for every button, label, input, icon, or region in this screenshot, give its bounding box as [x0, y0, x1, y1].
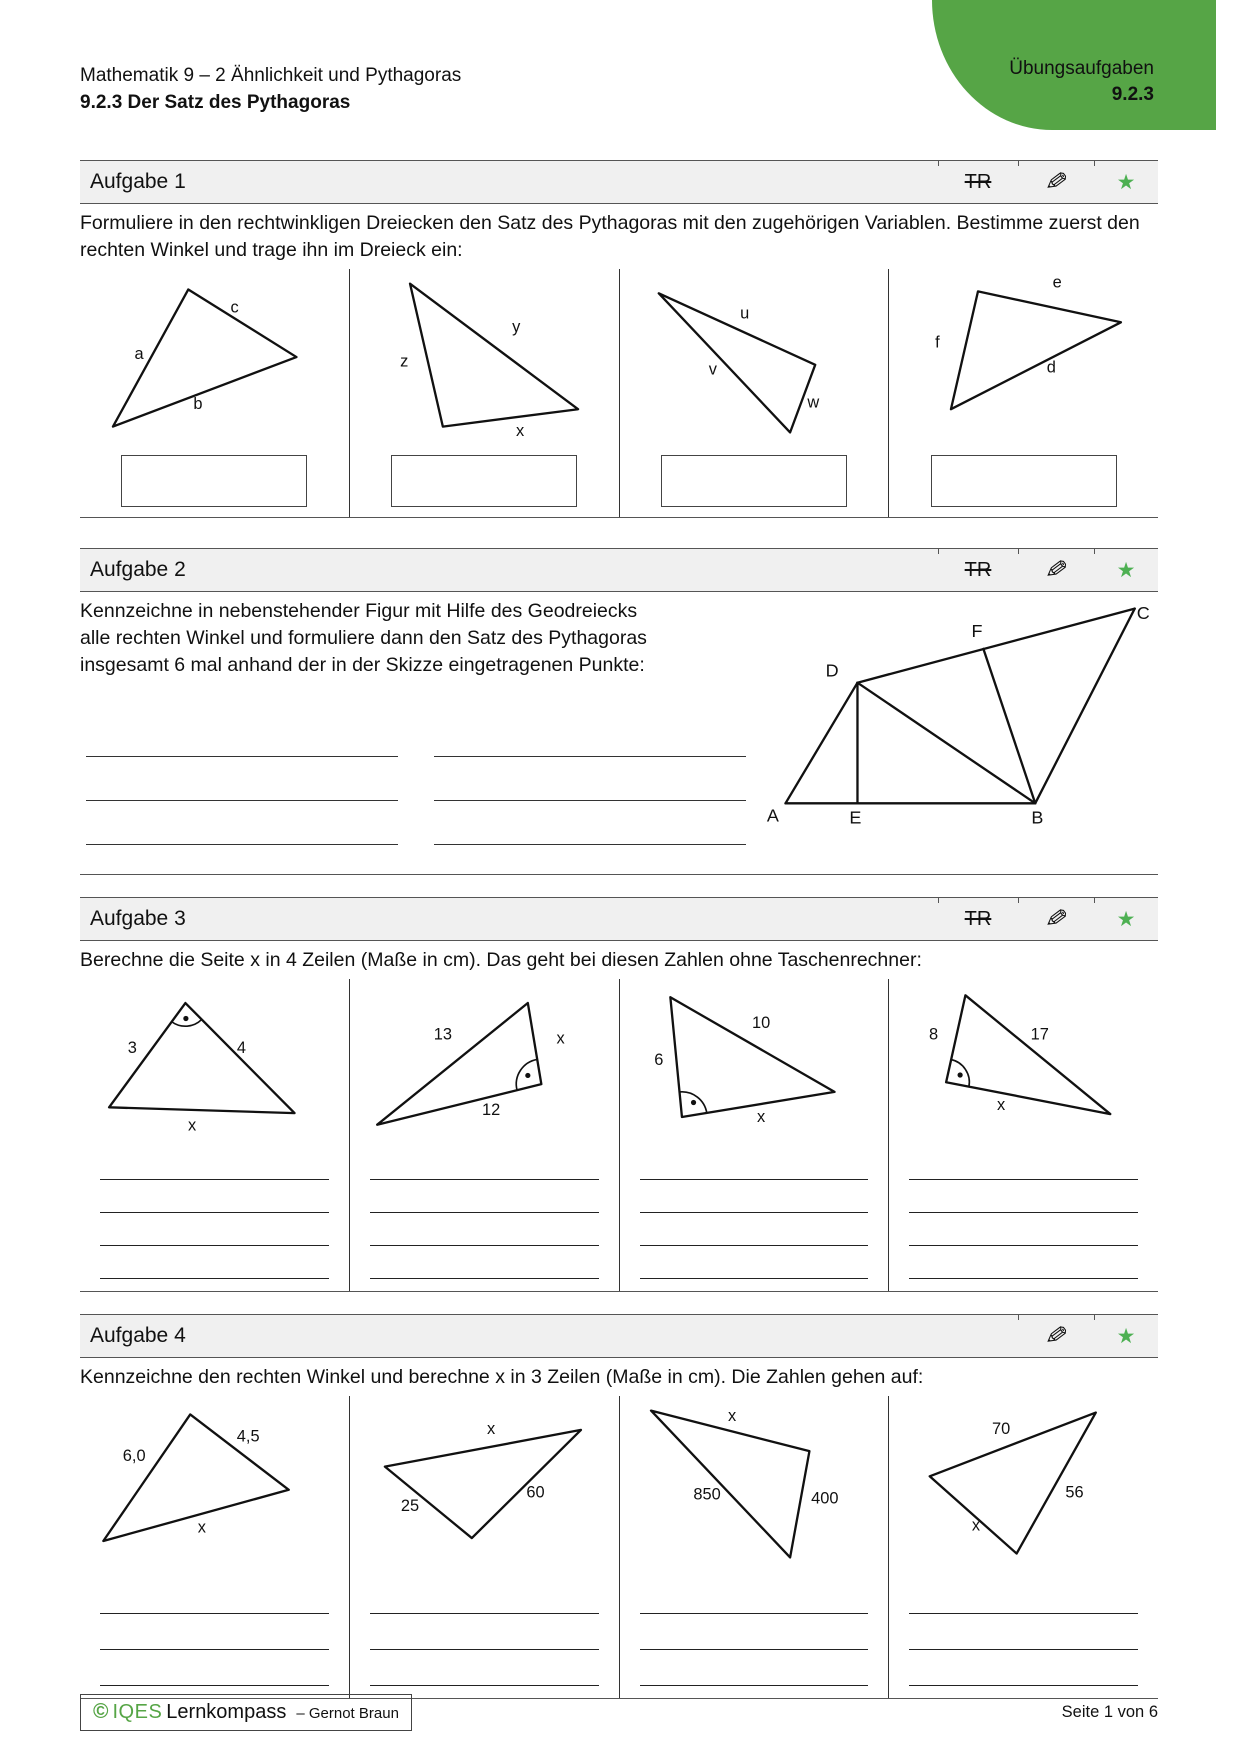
right-angle-dot [525, 1073, 530, 1078]
answer-line[interactable] [370, 1650, 599, 1686]
pencil-icon: ✎ [1018, 549, 1094, 591]
right-angle-dot [183, 1016, 188, 1021]
triangle-figure-13-12-x [354, 981, 615, 1139]
answer-box[interactable] [931, 455, 1117, 507]
triangle-figure-6-10-x [624, 981, 885, 1139]
exercise-badge [932, 0, 1216, 130]
task4-panel-1 [80, 1396, 349, 1698]
task3-instructions: Berechne die Seite x in 4 Zeilen (Maße in cm). Das geht bei diesen Zahlen ohne Taschenrechner: [80, 949, 922, 971]
answer-line[interactable] [434, 801, 746, 845]
side-label: 400 [810, 1489, 839, 1508]
answer-line[interactable] [100, 1614, 329, 1650]
answer-line[interactable] [640, 1614, 869, 1650]
task4-header-bar [80, 1314, 1158, 1358]
answer-line[interactable] [909, 1650, 1138, 1686]
task3-title: Aufgabe 3 [90, 907, 186, 930]
task3-panel-3 [619, 979, 889, 1291]
pencil-icon: ✎ [1018, 898, 1094, 940]
page-footer [80, 1694, 1158, 1731]
side-label: d [1047, 358, 1057, 377]
answer-line[interactable] [640, 1180, 869, 1213]
side-label: x [727, 1407, 736, 1426]
side-label: a [134, 345, 144, 363]
answer-line[interactable] [434, 757, 746, 801]
side-label: x [756, 1107, 765, 1126]
answer-line[interactable] [370, 1578, 599, 1614]
answer-line[interactable] [909, 1246, 1138, 1279]
side-label: 60 [526, 1483, 545, 1502]
points-figure [758, 602, 1158, 829]
answer-line[interactable] [370, 1246, 599, 1279]
task4-instructions: Kennzeichne den rechten Winkel und berechne x in 3 Zeilen (Maße in cm). Die Zahlen gehen auf: [80, 1366, 924, 1388]
side-label: 4,5 [236, 1427, 260, 1446]
side-label: 70 [992, 1419, 1011, 1438]
side-label: 25 [400, 1497, 419, 1516]
answer-box[interactable] [661, 455, 847, 507]
triangle-outline [946, 995, 1110, 1114]
triangle-figure-70-56-x [893, 1398, 1154, 1570]
task2-answer-area [86, 713, 746, 845]
answer-column [434, 713, 746, 845]
triangle-figure-uvw [624, 271, 885, 447]
side-label: 56 [1065, 1483, 1084, 1502]
side-label: y [511, 317, 521, 336]
brand-lernkompass: Lernkompass [166, 1701, 287, 1723]
task3-header-bar [80, 897, 1158, 941]
right-angle-dot [958, 1072, 963, 1077]
answer-line[interactable] [86, 713, 398, 757]
triangle-outline [109, 1003, 294, 1113]
task-section-1 [80, 160, 1158, 518]
task4-panel-4 [888, 1396, 1158, 1698]
point-label: F [971, 621, 983, 642]
task-section-4 [80, 1314, 1158, 1699]
topic-line: 9.2.3 Der Satz des Pythagoras [80, 92, 351, 113]
answer-line[interactable] [909, 1180, 1138, 1213]
answer-line[interactable] [100, 1578, 329, 1614]
task1-instructions: Formuliere in den rechtwinkligen Dreiecken den Satz des Pythagoras mit den zugehörigen Variablen. Bestimme zuerst den rechten Winkel und trage ihn im Dreieck ein: [80, 212, 1140, 261]
task3-panel-4 [888, 979, 1158, 1291]
pencil-icon: ✎ [1018, 161, 1094, 203]
answer-line[interactable] [640, 1246, 869, 1279]
difficulty-star-icon: ★ [1094, 898, 1158, 940]
answer-box[interactable] [121, 455, 307, 507]
side-label: z [399, 352, 409, 371]
answer-line[interactable] [640, 1578, 869, 1614]
answer-line[interactable] [640, 1213, 869, 1246]
right-angle-dot [690, 1100, 695, 1105]
triangle-outline [651, 1411, 809, 1558]
side-label: 13 [433, 1025, 452, 1044]
side-label: x [486, 1419, 495, 1438]
answer-line[interactable] [370, 1213, 599, 1246]
no-calculator-label: TR [938, 898, 1018, 940]
answer-line[interactable] [86, 757, 398, 801]
side-label: 8 [929, 1025, 939, 1044]
point-label: D [825, 660, 839, 681]
segment-CB [1035, 609, 1134, 804]
triangle-outline [385, 1430, 581, 1538]
task-section-3 [80, 897, 1158, 1292]
side-label: b [193, 395, 203, 414]
task1-panels [80, 269, 1158, 517]
task1-panel-1 [80, 269, 349, 517]
triangle-figure-850-400-x [624, 1398, 885, 1570]
answer-line[interactable] [434, 713, 746, 757]
answer-column [86, 713, 398, 845]
segment-DB [857, 683, 1035, 804]
no-calculator-label: TR [938, 549, 1018, 591]
badge-label: Übungsaufgaben [1009, 58, 1154, 79]
task4-title: Aufgabe 4 [90, 1324, 186, 1347]
triangle-figure-25-60-x [354, 1398, 615, 1570]
side-label: 3 [127, 1039, 137, 1058]
difficulty-star-icon: ★ [1094, 161, 1158, 203]
difficulty-star-icon: ★ [1094, 549, 1158, 591]
side-label: c [230, 298, 239, 317]
answer-line[interactable] [100, 1650, 329, 1686]
brand-iqes: IQES [112, 1701, 163, 1723]
side-label: w [806, 393, 819, 412]
task2-figure [758, 602, 1158, 834]
answer-line[interactable] [370, 1180, 599, 1213]
task4-answer-area [84, 1570, 345, 1698]
side-label: 10 [751, 1014, 770, 1033]
task1-title: Aufgabe 1 [90, 170, 186, 193]
task-section-2 [80, 548, 1158, 875]
task4-answer-area [893, 1570, 1154, 1698]
answer-line[interactable] [909, 1614, 1138, 1650]
answer-line[interactable] [909, 1147, 1138, 1180]
task4-panel-2 [349, 1396, 619, 1698]
task3-panel-1 [80, 979, 349, 1291]
triangle-outline [658, 293, 814, 432]
task3-answer-area [84, 1139, 345, 1291]
answer-line[interactable] [86, 801, 398, 845]
triangle-outline [103, 1414, 288, 1541]
answer-line[interactable] [640, 1147, 869, 1180]
point-label: A [766, 805, 779, 826]
task2-title: Aufgabe 2 [90, 558, 186, 581]
side-label: 17 [1030, 1025, 1050, 1044]
no-calculator-label: TR [938, 161, 1018, 203]
task2-header-bar [80, 548, 1158, 592]
answer-box[interactable] [391, 455, 577, 507]
task1-header-bar [80, 160, 1158, 204]
task3-answer-area [354, 1139, 615, 1291]
answer-line[interactable] [100, 1213, 329, 1246]
triangle-figure-efd [893, 271, 1154, 447]
answer-line[interactable] [100, 1246, 329, 1279]
triangle-outline [951, 291, 1121, 409]
badge-code: 9.2.3 [1111, 84, 1154, 105]
segment-FB [983, 649, 1035, 803]
document-header [80, 62, 461, 116]
worksheet-content [80, 160, 1158, 1699]
side-label: v [708, 360, 717, 379]
copyright-icon: © [93, 1700, 109, 1723]
answer-line[interactable] [100, 1180, 329, 1213]
side-label: 850 [692, 1485, 721, 1504]
point-label: E [849, 807, 862, 828]
page-indicator: Seite 1 von 6 [1061, 1703, 1158, 1721]
task1-panel-2 [349, 269, 619, 517]
side-label: x [997, 1096, 1006, 1115]
side-label: 12 [481, 1101, 501, 1120]
side-label: f [935, 333, 940, 352]
side-label: x [188, 1116, 197, 1135]
answer-line[interactable] [909, 1213, 1138, 1246]
side-label: x [556, 1029, 565, 1048]
task3-answer-area [893, 1139, 1154, 1291]
author-name: – Gernot Braun [296, 1705, 399, 1722]
pencil-icon: ✎ [1018, 1315, 1094, 1357]
triangle-outline [410, 284, 578, 427]
point-label: C [1136, 603, 1150, 624]
task2-body [80, 598, 1158, 874]
side-label: x [197, 1518, 206, 1537]
side-label: 6,0 [122, 1446, 146, 1465]
task4-panel-3 [619, 1396, 889, 1698]
triangle-figure-3-4-x [84, 981, 345, 1139]
answer-line[interactable] [100, 1147, 329, 1180]
figure-lines [786, 609, 1135, 804]
point-label: B [1031, 807, 1044, 828]
task3-panels [80, 979, 1158, 1291]
answer-line[interactable] [370, 1614, 599, 1650]
answer-line[interactable] [640, 1650, 869, 1686]
task1-panel-3 [619, 269, 889, 517]
course-line: Mathematik 9 – 2 Ähnlichkeit und Pythagoras [80, 65, 462, 86]
side-label: x [515, 422, 524, 441]
answer-line[interactable] [370, 1147, 599, 1180]
side-label: u [739, 304, 749, 323]
task4-answer-area [354, 1570, 615, 1698]
triangle-outline [377, 1003, 541, 1125]
task4-panels [80, 1396, 1158, 1698]
task3-panel-2 [349, 979, 619, 1291]
triangle-figure-acb [84, 271, 345, 447]
side-label: 6 [653, 1050, 663, 1069]
segment-AD [786, 683, 858, 804]
side-label: x [972, 1516, 981, 1535]
triangle-figure-8-17-x [893, 981, 1154, 1139]
triangle-figure-60-45-x [84, 1398, 345, 1570]
side-label: 4 [236, 1039, 246, 1058]
answer-line[interactable] [909, 1578, 1138, 1614]
side-label: e [1052, 273, 1062, 292]
difficulty-star-icon: ★ [1094, 1315, 1158, 1357]
triangle-figure-zyx [354, 271, 615, 447]
publisher-logo [80, 1694, 412, 1731]
task3-answer-area [624, 1139, 885, 1291]
task1-panel-4 [888, 269, 1158, 517]
task4-answer-area [624, 1570, 885, 1698]
task2-instructions: Kennzeichne in nebenstehender Figur mit Hilfe des Geodreiecks alle rechten Winkel und formuliere dann den Satz des Pythagoras insgesamt 6 mal anhand der in der Skizze eingetragenen Punkte: [80, 600, 647, 676]
segment-DC [857, 609, 1134, 683]
